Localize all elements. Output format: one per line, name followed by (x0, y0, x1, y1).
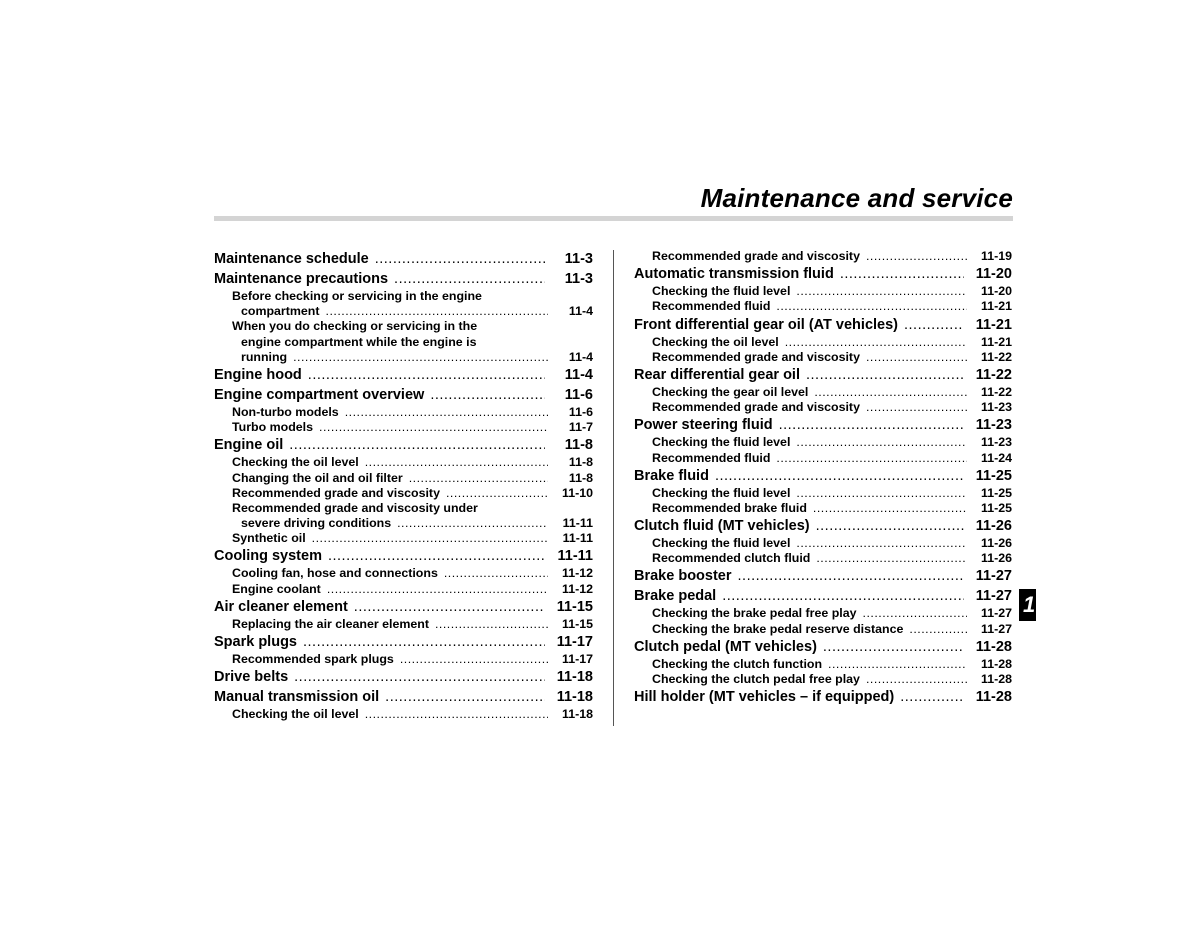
toc-subsection-entry[interactable] (214, 652, 593, 667)
toc-page-number: 11-12 (561, 581, 593, 596)
toc-page-number: 11-27 (975, 588, 1012, 605)
toc-subsection-entry[interactable] (634, 501, 1012, 516)
toc-entry-label: Checking the fluid level (652, 435, 791, 450)
toc-entry-label: engine compartment while the engine is (241, 334, 477, 349)
toc-page-number: 11-28 (975, 689, 1012, 706)
toc-subsection-entry[interactable] (634, 657, 1012, 672)
toc-section-entry[interactable] (634, 315, 1012, 335)
toc-subsection-entry[interactable] (214, 566, 593, 581)
dot-leader (823, 637, 964, 657)
toc-entry-label: Cooling system (214, 548, 322, 565)
dot-leader (828, 657, 967, 672)
toc-page-number: 11-18 (556, 689, 593, 706)
toc-entry-label: Front differential gear oil (AT vehicles) (634, 316, 898, 333)
toc-section-entry[interactable] (214, 385, 593, 405)
toc-page-number: 11-25 (975, 467, 1012, 484)
dot-leader (863, 606, 967, 621)
dot-leader (796, 486, 967, 501)
toc-entry-label: Brake fluid (634, 467, 709, 484)
toc-entry-label: Automatic transmission fluid (634, 266, 834, 283)
dot-leader (866, 350, 967, 365)
toc-entry-label: compartment (241, 304, 320, 319)
dot-leader (308, 365, 545, 385)
toc-entry-label: Recommended grade and viscosity (652, 349, 860, 364)
toc-entry-label: Engine oil (214, 437, 284, 454)
toc-entry-label: Hill holder (MT vehicles – if equipped) (634, 689, 895, 706)
toc-entry-label: Checking the fluid level (652, 485, 791, 500)
toc-page-number: 11-26 (980, 551, 1012, 566)
dot-leader (394, 269, 545, 289)
toc-entry-label: severe driving conditions (241, 516, 392, 531)
toc-section-entry[interactable] (214, 597, 593, 617)
dot-leader (904, 315, 964, 335)
toc-entry-label: Synthetic oil (232, 531, 306, 546)
toc-page-number: 11-15 (556, 598, 593, 615)
toc-entry-label: Recommended grade and viscosity (652, 400, 860, 415)
toc-subsection-entry[interactable] (634, 606, 1012, 621)
toc-subsection-entry[interactable] (214, 707, 593, 722)
toc-page-number: 11-6 (568, 404, 593, 419)
toc-entry-label: Manual transmission oil (214, 689, 380, 706)
toc-subsection-entry[interactable] (634, 385, 1012, 400)
toc-page-number: 11-23 (975, 417, 1012, 434)
toc-entry-label: Replacing the air cleaner element (232, 616, 429, 631)
dot-leader (365, 455, 548, 470)
dot-leader (796, 536, 967, 551)
dot-leader (866, 672, 967, 687)
toc-entry-label: Recommended grade and viscosity (232, 485, 440, 500)
toc-subsection-entry[interactable] (214, 350, 593, 365)
dot-leader (806, 365, 964, 385)
toc-page-number: 11-22 (980, 349, 1012, 364)
dot-leader (327, 582, 548, 597)
dot-leader (435, 617, 548, 632)
toc-entry-label: Recommended grade and viscosity under (232, 500, 478, 515)
dot-leader (328, 546, 545, 566)
toc-page-number: 11-20 (975, 266, 1012, 283)
toc-page-number: 11-22 (975, 366, 1012, 383)
toc-page-number: 11-25 (980, 500, 1012, 515)
toc-page-number: 11-25 (980, 485, 1012, 500)
toc-page-number: 11-10 (561, 485, 593, 500)
toc-page-number: 11-28 (975, 638, 1012, 655)
toc-entry-label: Cooling fan, hose and connections (232, 566, 438, 581)
toc-entry-label: Engine coolant (232, 581, 321, 596)
toc-page-number: 11-19 (980, 249, 1012, 263)
toc-entry-label: running (241, 349, 288, 364)
toc-left-column (214, 249, 593, 722)
toc-entry-label: Checking the oil level (652, 334, 779, 349)
dot-leader (796, 435, 967, 450)
toc-entry-label: Before checking or servicing in the engine (232, 289, 482, 303)
toc-subsection-entry[interactable] (634, 299, 1012, 314)
toc-entry-label: Checking the fluid level (652, 284, 791, 299)
dot-leader (444, 566, 548, 581)
dot-leader (776, 451, 967, 466)
toc-entry-label: Changing the oil and oil filter (232, 470, 403, 485)
toc-entry-label: Non-turbo models (232, 404, 339, 419)
toc-page-number: 11-17 (556, 634, 593, 650)
toc-page-number: 11-8 (568, 470, 593, 485)
toc-subsection-entry[interactable] (214, 582, 593, 597)
dot-leader (909, 622, 967, 637)
toc-entry-label: Turbo models (232, 420, 313, 435)
toc-entry-label: Checking the oil level (232, 707, 359, 722)
dot-leader (779, 415, 964, 435)
toc-subsection-entry[interactable] (214, 471, 593, 486)
toc-page-number: 11-26 (980, 536, 1012, 551)
toc-page-number: 11-4 (568, 304, 593, 319)
toc-entry-label: Recommended clutch fluid (652, 551, 811, 566)
toc-page-number: 11-23 (980, 400, 1012, 415)
dot-leader (446, 486, 548, 501)
chapter-tab: 1 (1019, 589, 1036, 621)
toc-page-number: 11-21 (980, 334, 1012, 349)
toc-section-entry[interactable] (214, 667, 593, 687)
toc-page-number: 11-21 (975, 316, 1012, 333)
toc-page-number: 11-27 (975, 568, 1012, 585)
dot-leader (354, 597, 545, 617)
toc-entry-label: Power steering fluid (634, 417, 773, 434)
title-rule (214, 216, 1013, 221)
toc-section-entry[interactable] (214, 546, 593, 566)
toc-entry-label: Checking the brake pedal free play (652, 606, 857, 621)
toc-entry-label: Recommended fluid (652, 450, 771, 465)
toc-page-number: 11-22 (980, 384, 1012, 399)
toc-subsection-entry[interactable] (634, 249, 1012, 264)
dot-leader (319, 420, 548, 435)
toc-entry-label: Rear differential gear oil (634, 366, 800, 383)
toc-subsection-entry[interactable] (214, 319, 593, 334)
dot-leader (303, 632, 545, 652)
toc-page-number: 11-15 (561, 616, 593, 631)
toc-subsection-entry[interactable] (634, 284, 1012, 299)
toc-subsection-entry[interactable] (634, 622, 1012, 637)
toc-subsection-entry[interactable] (634, 672, 1012, 687)
toc-entry-label: Air cleaner element (214, 598, 348, 615)
toc-page-number: 11-3 (564, 251, 593, 267)
toc-page-number: 11-26 (975, 518, 1012, 535)
toc-section-entry[interactable] (634, 586, 1012, 606)
dot-leader (813, 501, 967, 516)
toc-section-entry[interactable] (634, 516, 1012, 536)
toc-entry-label: Clutch fluid (MT vehicles) (634, 518, 810, 535)
dot-leader (816, 516, 964, 536)
toc-entry-label: Brake booster (634, 568, 732, 585)
toc-subsection-entry[interactable] (214, 304, 593, 319)
toc-subsection-entry[interactable] (214, 516, 593, 531)
dot-leader (840, 264, 964, 284)
toc-subsection-entry[interactable] (214, 617, 593, 632)
dot-leader (312, 531, 548, 546)
page-title: Maintenance and service (700, 183, 1013, 213)
toc-page-number: 11-24 (980, 450, 1012, 465)
dot-leader (816, 551, 967, 566)
dot-leader (385, 687, 545, 707)
dot-leader (345, 405, 548, 420)
toc-section-entry[interactable] (634, 466, 1012, 486)
toc-entry-label: Recommended fluid (652, 299, 771, 314)
toc-entry-label: Maintenance precautions (214, 271, 389, 287)
toc-subsection-entry[interactable] (214, 501, 593, 516)
toc-subsection-entry[interactable] (634, 451, 1012, 466)
dot-leader (900, 687, 964, 707)
dot-leader (400, 652, 548, 667)
toc-section-entry[interactable] (214, 435, 593, 455)
toc-page-number: 11-18 (561, 707, 593, 722)
toc-subsection-entry[interactable] (214, 420, 593, 435)
dot-leader (722, 586, 964, 606)
toc-section-entry[interactable] (214, 269, 593, 289)
toc-entry-label: Maintenance schedule (214, 251, 369, 267)
toc-page-number: 11-11 (557, 548, 593, 565)
dot-leader (289, 435, 545, 455)
toc-entry-label: Spark plugs (214, 634, 297, 650)
toc-page-number: 11-21 (980, 299, 1012, 314)
dot-leader (715, 466, 964, 486)
toc-section-entry[interactable] (634, 637, 1012, 657)
dot-leader (776, 299, 967, 314)
toc-subsection-entry[interactable] (214, 405, 593, 420)
toc-entry-label: Drive belts (214, 669, 289, 686)
toc-page-number: 11-8 (568, 455, 593, 470)
toc-page-number: 11-20 (980, 284, 1012, 299)
toc-entry-label: Checking the fluid level (652, 536, 791, 551)
dot-leader (375, 249, 545, 269)
dot-leader (294, 667, 545, 687)
toc-entry-label: Recommended brake fluid (652, 500, 807, 515)
toc-page-number: 11-6 (564, 386, 593, 403)
toc-entry-label: Recommended grade and viscosity (652, 249, 860, 263)
toc-page-number: 11-11 (562, 516, 593, 531)
toc-subsection-entry[interactable] (634, 350, 1012, 365)
dot-leader (814, 385, 967, 400)
toc-subsection-entry[interactable] (634, 335, 1012, 350)
toc-entry-label: When you do checking or servicing in the (232, 319, 478, 334)
dot-leader (397, 516, 548, 531)
toc-page-number: 11-7 (568, 420, 593, 435)
column-divider (613, 250, 614, 726)
dot-leader (866, 249, 967, 264)
toc-subsection-entry[interactable] (214, 486, 593, 501)
toc-right-column (634, 249, 1012, 707)
toc-entry-label: Brake pedal (634, 588, 717, 605)
dot-leader (409, 471, 548, 486)
toc-subsection-entry[interactable] (214, 531, 593, 546)
toc-section-entry[interactable] (634, 365, 1012, 385)
dot-leader (738, 566, 964, 586)
toc-page-number: 11-27 (980, 621, 1012, 636)
dot-leader (866, 400, 967, 415)
toc-page-number: 11-28 (980, 656, 1012, 671)
toc-subsection-entry[interactable] (634, 435, 1012, 450)
toc-section-entry[interactable] (634, 566, 1012, 586)
toc-section-entry[interactable] (634, 415, 1012, 435)
toc-subsection-entry[interactable] (634, 551, 1012, 566)
toc-section-entry[interactable] (214, 632, 593, 652)
toc-section-entry[interactable] (214, 365, 593, 385)
dot-leader (785, 335, 967, 350)
toc-section-entry[interactable] (634, 264, 1012, 284)
toc-section-entry[interactable] (214, 687, 593, 707)
toc-page-number: 11-8 (564, 437, 593, 454)
toc-page-number: 11-18 (556, 669, 593, 686)
toc-entry-label: Checking the gear oil level (652, 384, 809, 399)
toc-section-entry[interactable] (634, 687, 1012, 707)
toc-entry-label: Checking the oil level (232, 455, 359, 470)
dot-leader (293, 350, 548, 365)
dot-leader (430, 385, 545, 405)
toc-section-entry[interactable] (214, 249, 593, 269)
toc-page-number: 11-28 (980, 672, 1012, 686)
toc-page-number: 11-17 (561, 652, 593, 666)
toc-subsection-entry[interactable] (214, 289, 593, 304)
toc-page-number: 11-3 (564, 271, 593, 287)
toc-subsection-entry[interactable] (214, 455, 593, 470)
dot-leader (365, 707, 548, 722)
toc-entry-label: Checking the clutch pedal free play (652, 672, 860, 686)
toc-entry-label: Checking the brake pedal reserve distance (652, 621, 904, 636)
toc-page-number: 11-27 (980, 606, 1012, 621)
toc-page-number: 11-4 (568, 349, 593, 364)
toc-page-number: 11-23 (980, 435, 1012, 450)
toc-entry-label: Checking the clutch function (652, 656, 823, 671)
dot-leader (796, 284, 967, 299)
toc-entry-label: Engine hood (214, 366, 302, 383)
toc-entry-label: Clutch pedal (MT vehicles) (634, 638, 817, 655)
toc-entry-label: Recommended spark plugs (232, 652, 394, 666)
toc-page-number: 11-4 (564, 366, 593, 383)
toc-subsection-entry[interactable] (634, 536, 1012, 551)
toc-page-number: 11-12 (561, 566, 593, 581)
toc-subsection-entry[interactable] (634, 486, 1012, 501)
toc-subsection-entry[interactable] (214, 335, 593, 350)
dot-leader (326, 304, 549, 319)
toc-entry-label: Engine compartment overview (214, 386, 425, 403)
toc-subsection-entry[interactable] (634, 400, 1012, 415)
toc-page-number: 11-11 (562, 531, 593, 546)
